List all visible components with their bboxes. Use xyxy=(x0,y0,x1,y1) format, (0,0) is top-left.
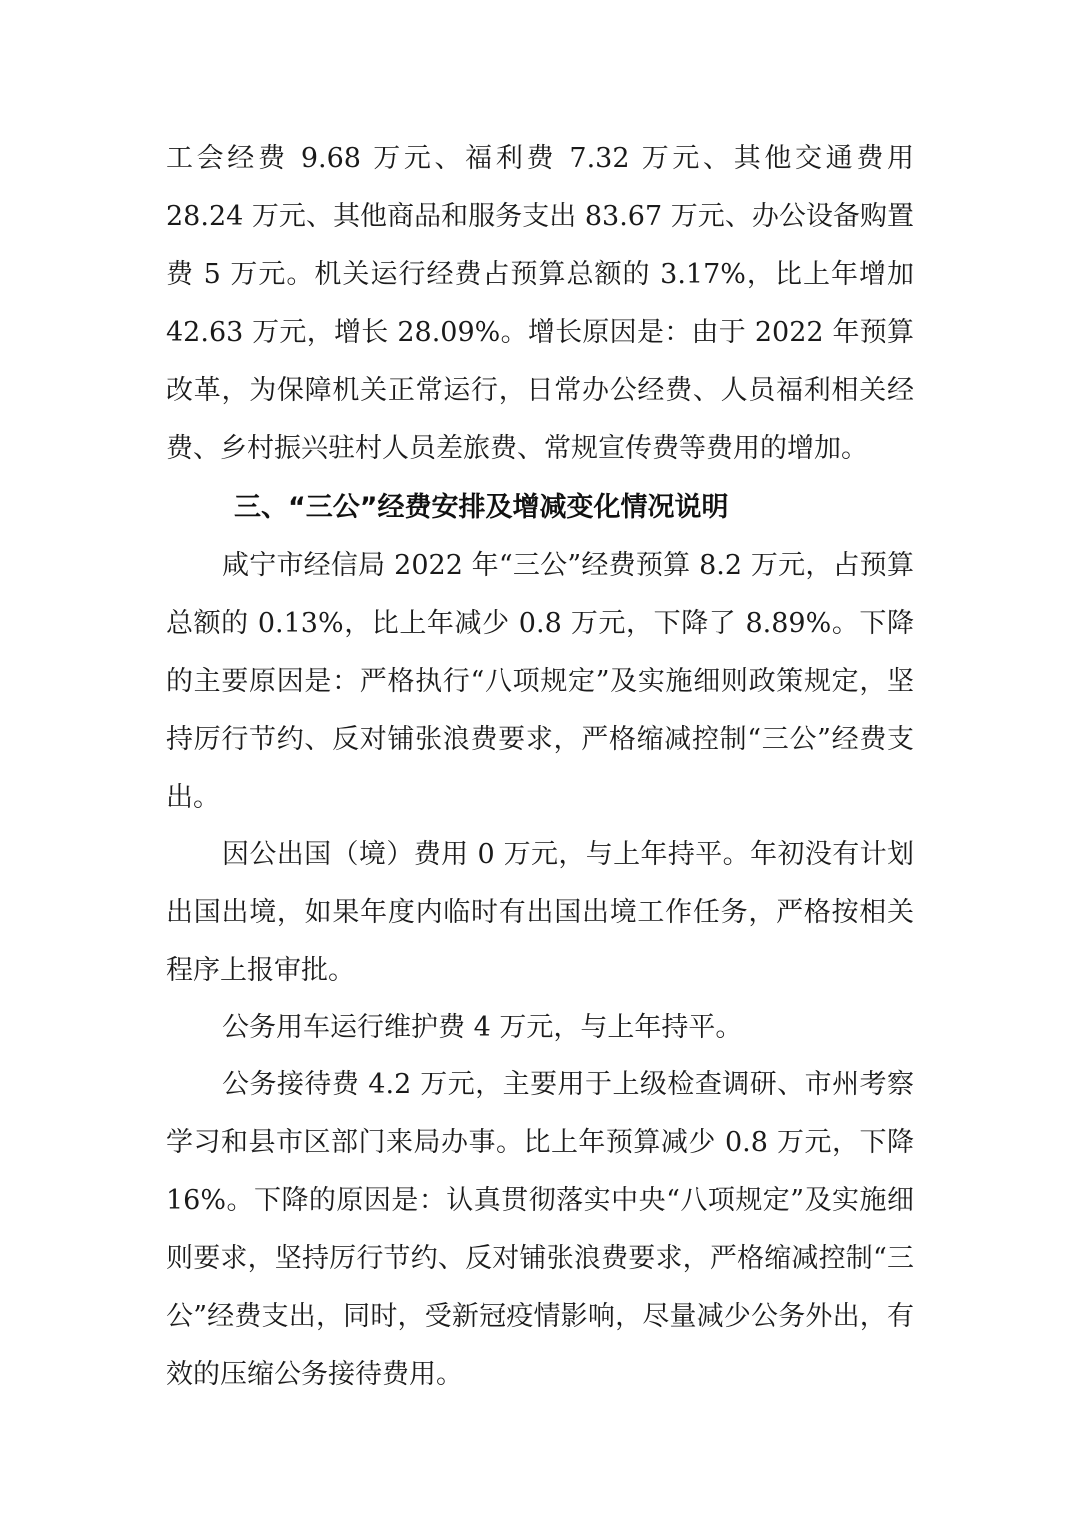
paragraph-vehicle-maintenance: 公务用车运行维护费 4 万元，与上年持平。 xyxy=(222,1012,743,1043)
paragraph-overseas-travel: 因公出国（境）费用 0 万元，与上年持平。年初没有计划出国出境，如果年度内临时有出国出境工作任务，严格按相关程序上报审批。 xyxy=(166,839,914,986)
paragraph-reception-expenses: 公务接待费 4.2 万元，主要用于上级检查调研、市州考察学习和县市区部门来局办事。比上年预算减少 0.8 万元，下降 16%。下降的原因是：认真贯彻落实中央“八项规定”及实施细则要求，坚持厉行节约、反对铺张浪费要求，严格缩减控制“三公”经费支出，同时，受新冠疫情影响，尽量减少公务外出，有效的压缩公务接待费用。 xyxy=(166,1069,914,1390)
paragraph-operating-expenses: 工会经费 9.68 万元、福利费 7.32 万元、其他交通费用 28.24 万元、其他商品和服务支出 83.67 万元、办公设备购置费 5 万元。机关运行经费占预算总额的 3.17%，比上年增加 42.63 万元，增长 28.09%。增长原因是：由于 2022 年预算改革，为保障机关正常运行，日常办公经费、人员福利相关经费、乡村振兴驻村人员差旅费、常规宣传费等费用的增加。 xyxy=(166,143,914,464)
paragraph-three-public-budget: 咸宁市经信局 2022 年“三公”经费预算 8.2 万元，占预算总额的 0.13%，比上年减少 0.8 万元，下降了 8.89%。下降的主要原因是：严格执行“八项规定”及实施细则政策规定，坚持厉行节约、反对铺张浪费要求，严格缩减控制“三公”经费支出。 xyxy=(166,550,914,813)
section-heading-three-public-expenses: 三、“三公”经费安排及增减变化情况说明 xyxy=(234,492,729,523)
